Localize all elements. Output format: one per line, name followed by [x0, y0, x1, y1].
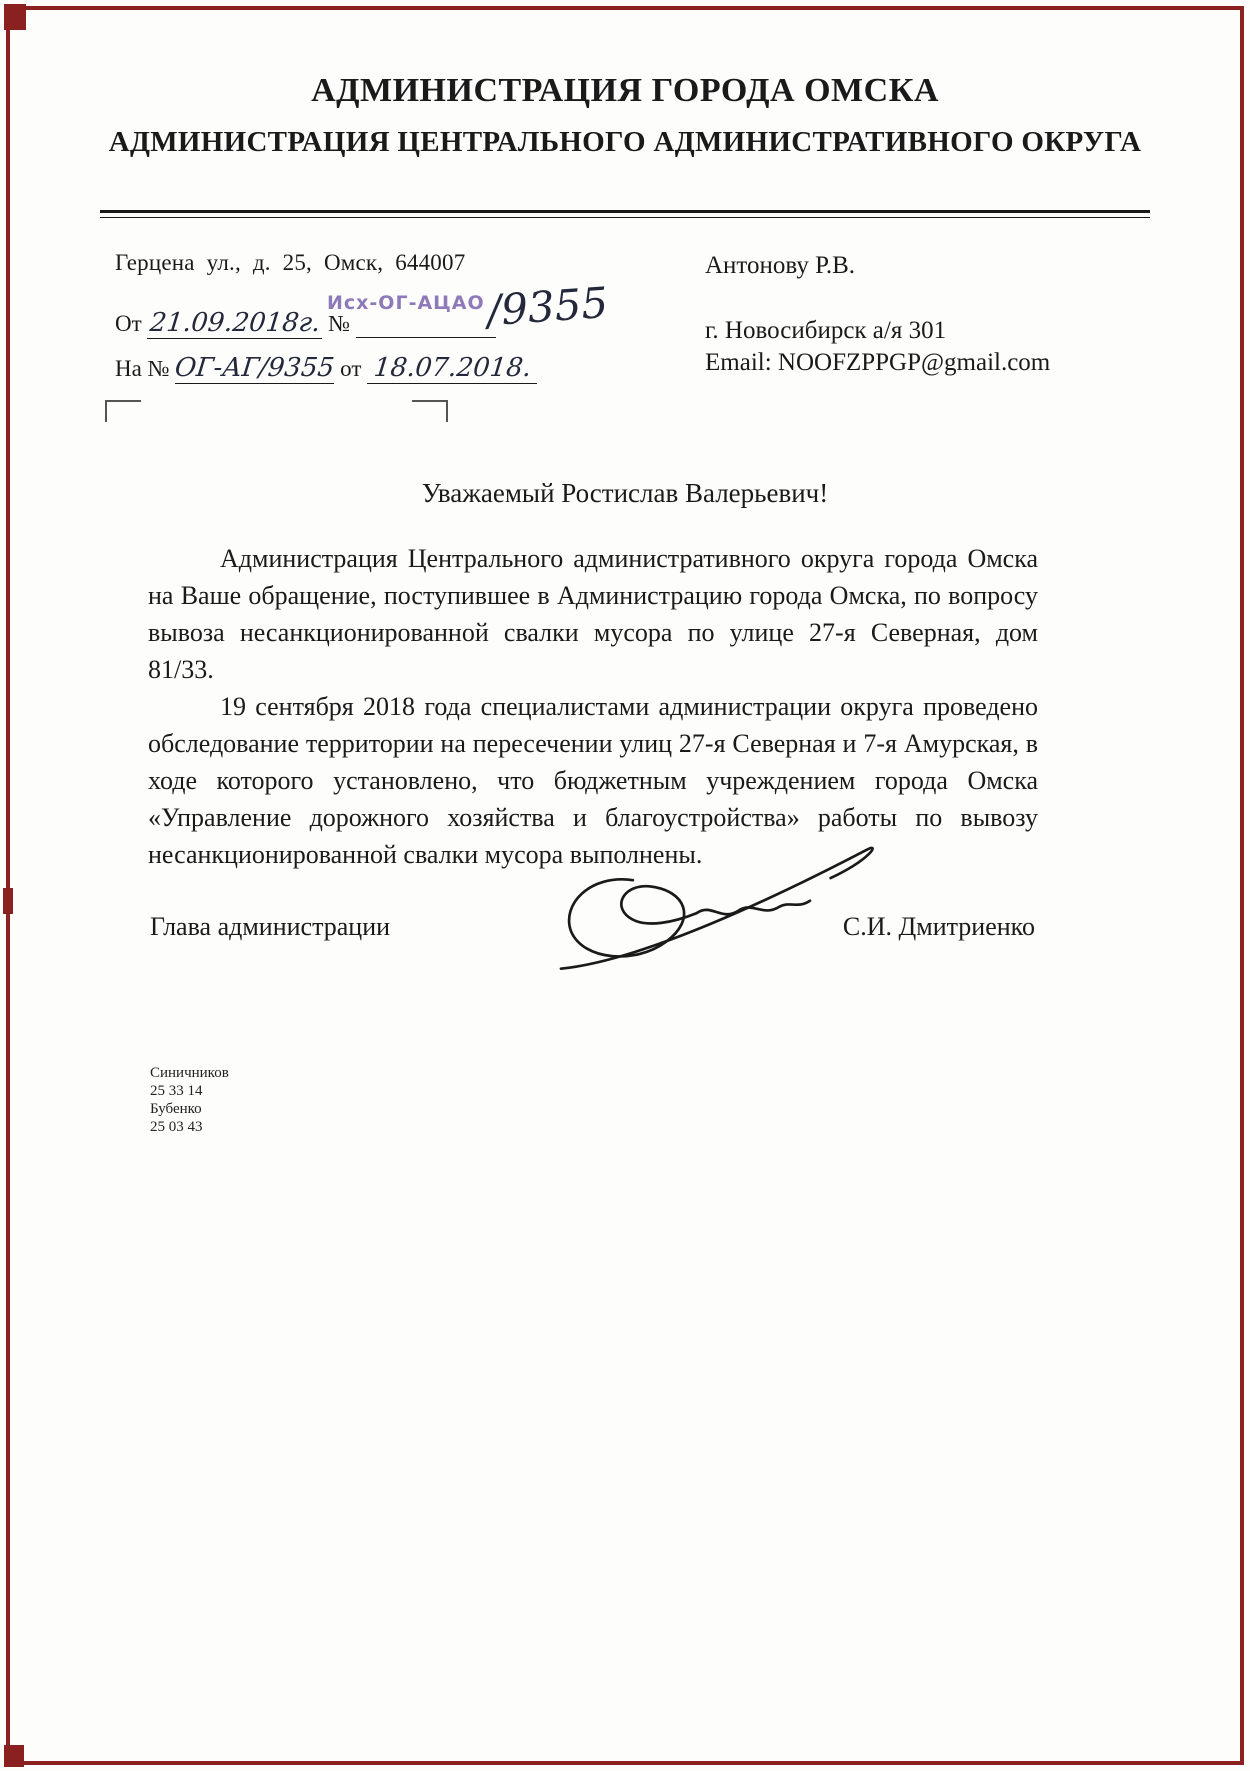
organization-subtitle: АДМИНИСТРАЦИЯ ЦЕНТРАЛЬНОГО АДМИНИСТРАТИВНОГО ОКРУГА [108, 126, 1142, 158]
ref-label: На № [115, 356, 170, 381]
signature-scribble [530, 830, 880, 990]
letter-body [148, 540, 1038, 873]
recipient-email: Email: NOOFZPPGP@gmail.com [705, 348, 1051, 376]
from-label: От [115, 311, 142, 336]
sender-block [115, 250, 635, 384]
scan-artifact [4, 4, 26, 30]
executor-name: Синичников [150, 1065, 229, 1081]
from-date-handwritten: 21.09.2018г. [148, 308, 322, 338]
sender-address: Герцена ул., д. 25, Омск, 644007 [115, 250, 466, 275]
outgoing-stamp: Исх-ОГ-АЦАО [327, 292, 485, 314]
signatory-name: С.И. Дмитриенко [842, 912, 1035, 941]
body-paragraph: Администрация Центрального административного округа города Омска на Ваше обращение, поступившее в Администрацию города Омска, по вопросу вывоза несанкционированной свалки мусора по улице 27-я Северная, дом 81/33. [148, 544, 1038, 684]
salutation: Уважаемый Ростислав Валерьевич! [421, 478, 829, 508]
number-underline [356, 311, 496, 338]
executor-contacts [150, 1065, 229, 1137]
scan-artifact [3, 888, 13, 914]
body-paragraph: 19 сентября 2018 года специалистами администрации округа проведено обследование территории на пересечении улиц 27-я Северная и 7-я Амурская, в ходе которого установлено, что бюджетным учреждением города Омска «Управление дорожного хозяйства и благоустройства» работы по вывозу несанкционированной свалки мусора выполнены. [148, 692, 1038, 869]
from-date-underline [147, 308, 322, 339]
address-corner-mark-right [412, 400, 448, 422]
scan-artifact [4, 1745, 24, 1767]
executor-phone: 25 03 43 [150, 1119, 203, 1135]
executor-name: Бубенко [150, 1101, 202, 1117]
ref-number-underline [175, 353, 334, 384]
address-corner-mark-left [105, 400, 141, 422]
ref-number-handwritten: ОГ-АГ/9355 [173, 353, 336, 383]
executor-phone: 25 33 14 [150, 1083, 203, 1099]
incoming-line [115, 353, 635, 384]
signatory-position: Глава администрации [150, 912, 391, 941]
number-label: № [328, 311, 351, 336]
recipient-block [705, 250, 1050, 378]
reference-block [115, 277, 635, 384]
recipient-name: Антонову Р.В. [705, 252, 856, 279]
outgoing-line [115, 277, 635, 339]
recipient-city: г. Новосибирск а/я 301 [705, 317, 947, 345]
ref-date-underline [367, 353, 537, 384]
outgoing-number-handwritten: /9355 [485, 277, 610, 336]
organization-title: АДМИНИСТРАЦИЯ ГОРОДА ОМСКА [311, 72, 939, 109]
letterhead-rule [100, 210, 1150, 218]
ref-of-label: от [340, 356, 362, 381]
letterhead [0, 72, 1250, 159]
ref-date-handwritten: 18.07.2018. [372, 353, 533, 383]
